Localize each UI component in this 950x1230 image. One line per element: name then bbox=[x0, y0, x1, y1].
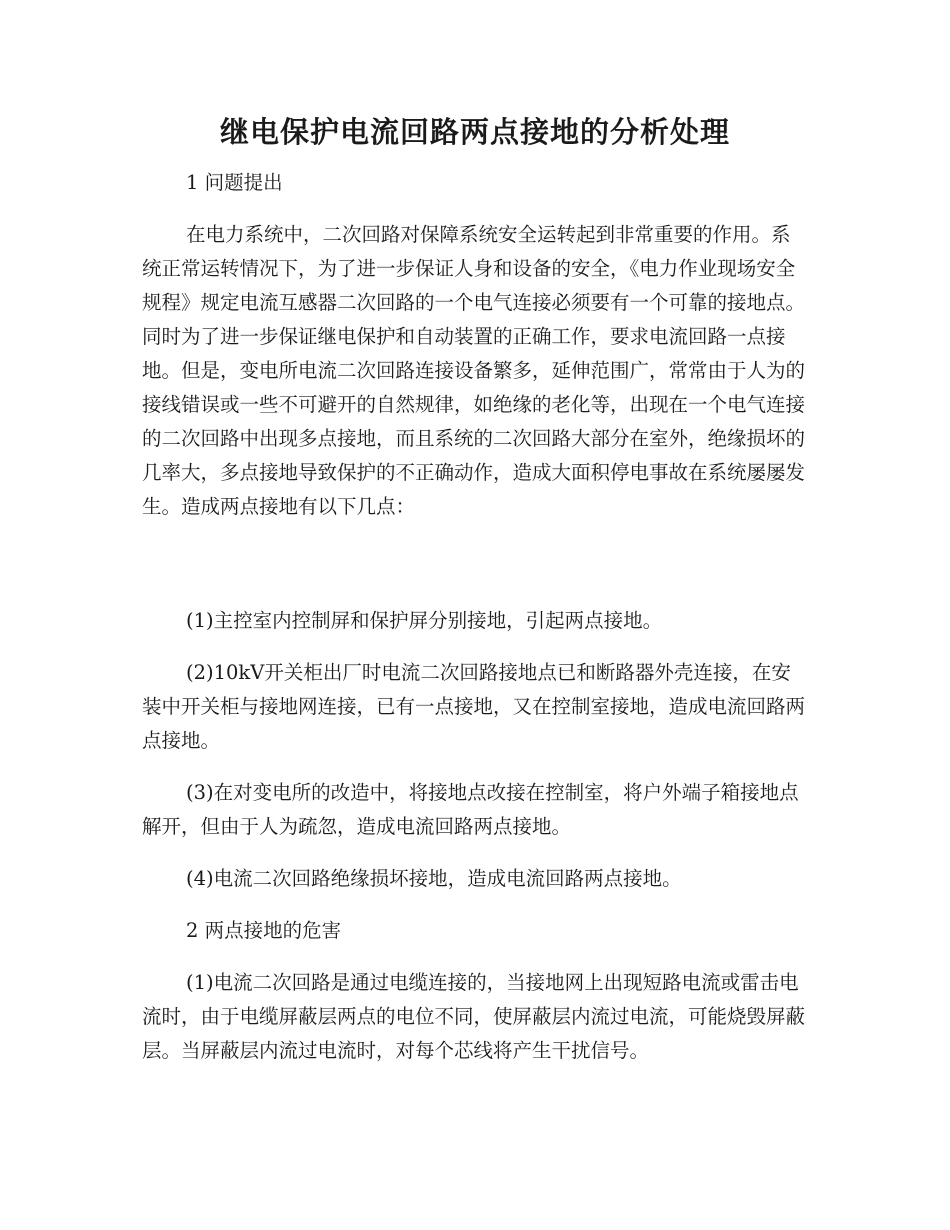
harm-item-1: (1)电流二次回路是通过电缆连接的，当接地网上出现短路电流或雷击电流时，由于电缆屏蔽层两点的电位不同，使屏蔽层内流过电流，可能烧毁屏蔽层。当屏蔽层内流过电流时，对每个芯线将产生干扰信号。 bbox=[142, 971, 806, 1062]
list-item-3: (3)在对变电所的改造中，将接地点改接在控制室，将户外端子箱接地点解开，但由于人为疏忽，造成电流回路两点接地。 bbox=[142, 781, 799, 838]
document-title: 继电保护电流回路两点接地的分析处理 bbox=[219, 115, 730, 149]
list-item-2: (2)10kV开关柜出厂时电流二次回路接地点已和断路器外壳连接，在安装中开关柜与接地网连接，已有一点接地，又在控制室接地，造成电流回路两点接地。 bbox=[142, 661, 806, 752]
section-heading-1: 1 问题提出 bbox=[186, 171, 283, 194]
list-item-1: (1)主控室内控制屏和保护屏分别接地，引起两点接地。 bbox=[186, 609, 663, 632]
section-heading-2: 2 两点接地的危害 bbox=[186, 919, 342, 942]
paragraph-intro: 在电力系统中，二次回路对保障系统安全运转起到非常重要的作用。系统正常运转情况下，为了进一步保证人身和设备的安全，《电力作业现场安全规程》规定电流互感器二次回路的一个电气连接必须要有一个可靠的接地点。同时为了进一步保证继电保护和自动装置的正确工作，要求电流回路一点接地。但是，变电所电流二次回路连接设备繁多，延伸范围广，常常由于人为的接线错误或一些不可避开的自然规律，如绝缘的老化等，出现在一个电气连接的二次回路中出现多点接地，而且系统的二次回路大部分在室外，绝缘损坏的几率大，多点接地导致保护的不正确动作，造成大面积停电事故在系统屡屡发生。造成两点接地有以下几点： bbox=[142, 223, 806, 518]
list-item-4: (4)电流二次回路绝缘损坏接地，造成电流回路两点接地。 bbox=[186, 867, 682, 890]
